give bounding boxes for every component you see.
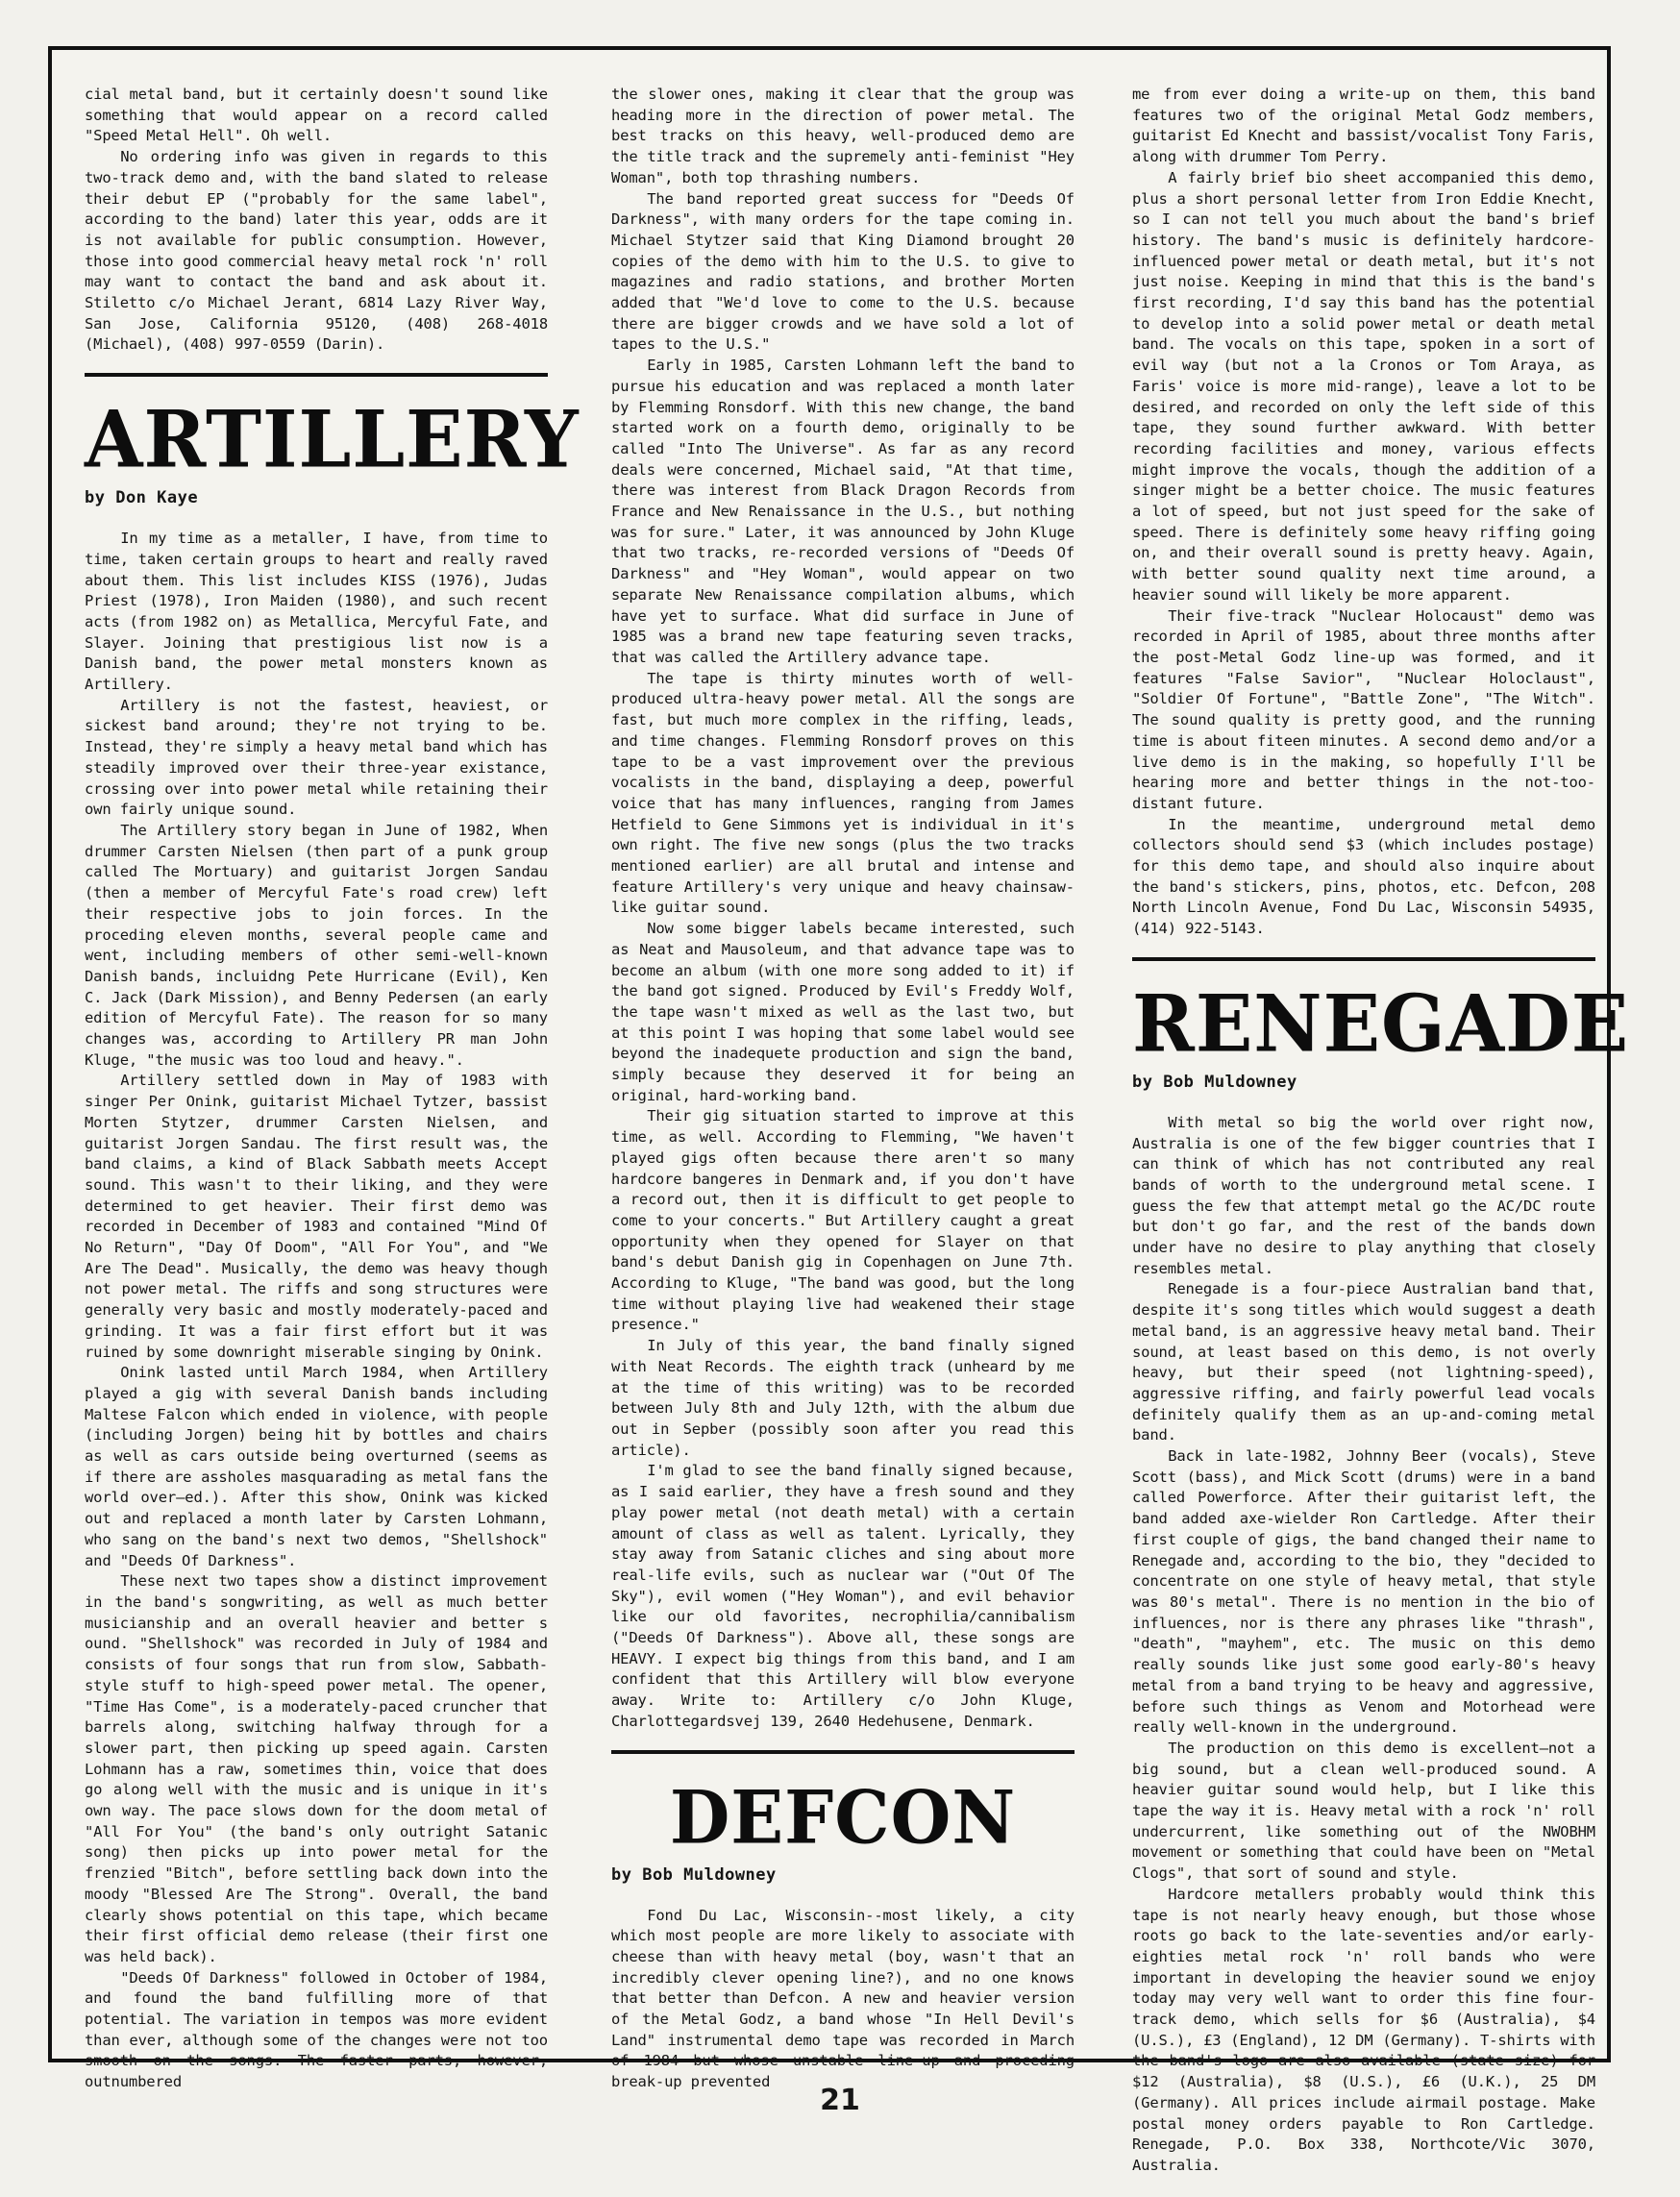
page-number: 21 [820, 2084, 860, 2117]
defcon-byline: by Bob Muldowney [611, 1864, 777, 1885]
paragraph: The band reported great success for "Deeds Of Darkness", with many orders for the tape coming in. Michael Stytzer said that King Diamond brought 20 copies of the demo with him to the U.S. to give to magazines and radio stations, and brother Morten added that "We'd love to come to the U.S. because there are bigger crowds and we have sold a lot of tapes to the U.S." [611, 189, 1075, 354]
paragraph: I'm glad to see the band finally signed because, as I said earlier, they have a fresh sound and they play power metal (not death metal) with a certain amount of class as well as talent. Lyrically, they stay away from Satanic cliches and sing about more real-life evils, such as nuclear war ("Out Of The Sky"), evil women ("Hey Woman"), and evil behavior like our old favorites, necrophilia/cannibalism ("Deeds Of Darkness"). Above all, these songs are HEAVY. I expect big things from this band, and I am confident that this Artillery will blow everyone away. Write to: Artillery c/o John Kluge, Charlottegardsvej 139, 2640 Hedehusene, Denmark. [611, 1462, 1075, 1730]
paragraph: Renegade is a four-piece Australian band that, despite it's song titles which would suggest a death metal band, is an aggressive heavy metal band. Their sound, at least based on this demo, is not overly heavy, but their speed (not lightning-speed), aggressive riffing, and fairly powerful lead vocals definitely qualify them as an up-and-coming metal band. [1132, 1280, 1595, 1444]
artillery-heading: ARTILLERY [85, 393, 580, 486]
paragraph: Back in late-1982, Johnny Beer (vocals), Steve Scott (bass), and Mick Scott (drums) were in a band called Powerforce. After their guitarist left, the band added axe-wielder Ron Cartledge. After their first couple of gigs, the band changed their name to Renegade and, according to the bio, they "decided to concentrate on one style of heavy metal, that style was 80's metal". There is no mention in the bio of influences, nor is there any phrases like "thrash", "death", "mayhem", etc. The music on this demo really sounds like just some good early-80's heavy metal from a band trying to be heavy and aggressive, before such things as Venom and Motorhead were really well-known in the underground. [1132, 1447, 1595, 1737]
paragraph: Onink lasted until March 1984, when Artillery played a gig with several Danish bands including Maltese Falcon which ended in violence, with people (including Jorgen) being hit by bottles and chairs as well as cars outside being overturned (seems as if there are assholes masquarading as metal fans the world over—ed.). After this show, Onink was kicked out and replaced a month later by Carsten Lohmann, who sang on the band's next two demos, "Shellshock" and "Deeds Of Darkness". [85, 1364, 548, 1569]
column-3 [1132, 85, 1630, 2174]
column-1 [85, 85, 580, 2091]
section-rule [1132, 957, 1595, 961]
paragraph: Artillery settled down in May of 1983 with singer Per Onink, guitarist Michael Tytzer, bassist Morten Stytzer, drummer Carsten Nielsen, and guitarist Jorgen Sandau. The first result was, the band claims, a kind of Black Sabbath meets Accept sound. This wasn't to their liking, and they were determined to get heavier. Their first demo was recorded in December of 1983 and contained "Mind Of No Return", "Day Of Doom", "All For You", and "We Are The Dead". Musically, the demo was heavy though not power metal. The riffs and song structures were generally very basic and mostly moderately-paced and grinding. It was a fair first effort but it was ruined by some downright miserable singing by Onink. [85, 1072, 548, 1361]
section-rule [611, 1750, 1075, 1754]
paragraph: These next two tapes show a distinct improvement in the band's songwriting, as well as much better musicianship and an overall heavier and better s ound. "Shellshock" was recorded in July of 1984 and consists of four songs that run from slow, Sabbath-style stuff to high-speed power metal. The opener, "Time Has Come", is a moderately-paced cruncher that barrels along, switching halfway through for a slower part, then picking up speed again. Carsten Lohmann has a raw, sometimes thin, voice that does go along well with the music and is unique in it's own way. The pace slows down for the doom metal of "All For You" (the band's only outright Satanic song) then picks up into power metal for the frenzied "Bitch", before settling back down into the moody "Blessed Are The Strong". Overall, the band clearly shows potential on this tape, which became their first official demo release (their first one was held back). [85, 1572, 548, 1965]
renegade-heading: RENEGADE [1132, 977, 1630, 1071]
defcon-article-continued [1132, 85, 1595, 940]
paragraph: Artillery is not the fastest, heaviest, or sickest band around; they're not trying to be. Instead, they're simply a heavy metal band which has steadily improved over their three-year existance, crossing over into power metal while retaining their own fairly unique sound. [85, 696, 548, 819]
paragraph: With metal so big the world over right now, Australia is one of the few bigger countries that I can think of which has not contributed any real bands of worth to the underground metal scene. I guess the few that attempt metal go the AC/DC route but don't go far, and the rest of the bands down under have no desire to play anything that closely resembles metal. [1132, 1113, 1595, 1277]
paragraph: No ordering info was given in regards to this two-track demo and, with the band slated to release their debut EP ("probably for the same label", according to the band) later this year, odds are it is not available for public consumption. However, those into good commercial heavy metal rock 'n' roll may want to contact the band and ask about it. Stiletto c/o Michael Jerant, 6814 Lazy River Way, San Jose, California 95120, (408) 268-4018 (Michael), (408) 997-0559 (Darin). [85, 148, 548, 354]
defcon-article-body [611, 1906, 1075, 2093]
paragraph: Hardcore metallers probably would think this tape is not nearly heavy enough, but those whose roots go back to the late-seventies and/or early-eighties metal rock 'n' roll bands who were important in developing the heavier sound we enjoy today may very well want to order this fine four-track demo, which sells for $6 (Australia), $4 (U.S.), £3 (England), 12 DM (Germany). T-shirts with the band's logo are also available (state size) for $12 (Australia), $8 (U.S.), £6 (U.K.), 25 DM (Germany). All prices include airmail postage. Make postal money orders payable to Ron Cartledge. Renegade, P.O. Box 338, Northcote/Vic 3070, Australia. [1132, 1885, 1595, 2174]
paragraph: In the meantime, underground metal demo collectors should send $3 (which includes postage) for this demo tape, and should also inquire about the band's stickers, pins, photos, etc. Defcon, 208 North Lincoln Avenue, Fond Du Lac, Wisconsin 54935, (414) 922-5143. [1132, 815, 1595, 938]
paragraph: Fond Du Lac, Wisconsin--most likely, a city which most people are more likely to associate with cheese than with heavy metal (boy, wasn't that an incredibly clever opening line?), and no one knows that better than Defcon. A new and heavier version of the Metal Godz, a band whose "In Hell Devil's Land" instrumental demo tape was recorded in March of 1984 but whose unstable line-up and proceding break-up prevented [611, 1906, 1075, 2091]
renegade-byline: by Bob Muldowney [1132, 1072, 1297, 1092]
column-2 [611, 85, 1075, 2091]
paragraph: Early in 1985, Carsten Lohmann left the band to pursue his education and was replaced a month later by Flemming Ronsdorf. With this new change, the band started work on a fourth demo, originally to be called "Into The Universe". As far as any record deals were concerned, Michael said, "At that time, there was interest from Black Dragon Records from France and New Renaissance in the U.S., but nothing was for sure." Later, it was announced by John Kluge that two tracks, re-recorded versions of "Deeds Of Darkness" and "Hey Woman", would appear on two separate New Renaissance compilation albums, which have yet to surface. What did surface in June of 1985 was a brand new tape featuring seven tracks, that was called the Artillery advance tape. [611, 357, 1075, 666]
paragraph: the slower ones, making it clear that the group was heading more in the direction of power metal. The best tracks on this heavy, well-produced demo are the title track and the supremely anti-feminist "Hey Woman", both top thrashing numbers. [611, 86, 1075, 186]
paragraph: The tape is thirty minutes worth of well-produced ultra-heavy power metal. All the songs are fast, but much more complex in the riffing, leads, and time changes. Flemming Ronsdorf proves on this tape to be a vast improvement over the previous vocalists in the band, displaying a deep, powerful voice that has many influences, ranging from James Hetfield to Gene Simmons yet is individual in it's own right. The five new songs (plus the two tracks mentioned earlier) are all brutal and intense and feature Artillery's very unique and heavy chainsaw-like guitar sound. [611, 669, 1075, 917]
paragraph: In July of this year, the band finally signed with Neat Records. The eighth track (unheard by me at the time of this writing) was to be recorded between July 8th and July 12th, with the album due out in Sepber (possibly soon after you read this article). [611, 1337, 1075, 1459]
paragraph: Their gig situation started to improve at this time, as well. According to Flemming, "We haven't played gigs often because there aren't so many hardcore bangeres in Denmark and, if you don't have a record out, then it is difficult to get people to come to your concerts." But Artillery caught a great opportunity when they opened for Slayer on that band's debut Danish gig in Copenhagen on June 7th. According to Kluge, "The band was good, but the long time without playing live had weakened their stage presence." [611, 1107, 1075, 1334]
stiletto-review-end [85, 85, 548, 356]
paragraph: "Deeds Of Darkness" followed in October of 1984, and found the band fulfilling more of that potential. The variation in tempos was more evident than ever, although some of the changes were not too smooth on the songs. The faster parts, however, outnumbered [85, 1968, 548, 2091]
paragraph: In my time as a metaller, I have, from time to time, taken certain groups to heart and really raved about them. This list includes KISS (1976), Judas Priest (1978), Iron Maiden (1980), and such recent acts (from 1982 on) as Metallica, Mercyful Fate, and Slayer. Joining that prestigious list now is a Danish band, the power metal monsters known as Artillery. [85, 530, 548, 694]
paragraph: The production on this demo is excellent—not a big sound, but a clean well-produced sound. A heavier guitar sound would help, but I like this tape the way it is. Heavy metal with a rock 'n' roll undercurrent, like something out of the NWOBHM movement or something that could have been on "Metal Clogs", that sort of sound and style. [1132, 1739, 1595, 1883]
paragraph: Now some bigger labels became interested, such as Neat and Mausoleum, and that advance tape was to become an album (with one more song added to it) if the band got signed. Produced by Evil's Freddy Wolf, the tape wasn't mixed as well as the last two, but at this point I was hoping that some label would see beyond the inadequete production and sign the band, simply because they deserved it for being an original, hard-working band. [611, 920, 1075, 1104]
renegade-article-body [1132, 1113, 1595, 2177]
defcon-heading: DEFCON [669, 1773, 1017, 1860]
paragraph: cial metal band, but it certainly doesn't sound like something that would appear on a record called "Speed Metal Hell". Oh well. [85, 86, 548, 145]
paragraph: The Artillery story began in June of 1982, When drummer Carsten Nielsen (then part of a punk group called The Mortuary) and guitarist Jorgen Sandau (then a member of Mercyful Fate's road crew) left their respective jobs to join forces. In the proceding eleven months, several people came and went, including members of other semi-well-known Danish bands, incluidng Pete Hurricane (Evil), Ken C. Jack (Dark Mission), and Benny Pedersen (an early edition of Mercyful Fate). The reason for so many changes was, according to Artillery PR man John Kluge, "the music was too loud and heavy.". [85, 821, 548, 1069]
section-rule [85, 373, 548, 377]
artillery-article-continued [611, 85, 1075, 1733]
paragraph: Their five-track "Nuclear Holocaust" demo was recorded in April of 1985, about three months after the post-Metal Godz line-up was formed, and it features "False Savior", "Nuclear Holoclaust", "Soldier Of Fortune", "Battle Zone", "The Witch". The sound quality is pretty good, and the running time is about fiteen minutes. A second demo and/or a live demo is in the making, so hopefully I'll be hearing more and better things in the not-too-distant future. [1132, 606, 1595, 812]
artillery-article-body [85, 529, 548, 2093]
paragraph: me from ever doing a write-up on them, this band features two of the original Metal Godz members, guitarist Ed Knecht and bassist/vocalist Tony Faris, along with drummer Tom Perry. [1132, 86, 1595, 166]
paragraph: A fairly brief bio sheet accompanied this demo, plus a short personal letter from Iron Eddie Knecht, so I can not tell you much about the band's brief history. The band's music is definitely hardcore-influenced power metal or death metal, but it's not just noise. Keeping in mind that this is the band's first recording, I'd say this band has the potential to develop into a solid power metal or death metal band. The vocals on this tape, spoken in a sort of evil way (but not a la Cronos or Tom Araya, as Faris' voice is more mid-range), leave a lot to be desired, and recorded on only the left side of this tape, they sound further awkward. With better recording facilities and money, various effects might improve the vocals, though the addition of a singer might be a better choice. The music features a lot of speed, but not just speed for the sake of speed. There is definitely some heavy riffing going on, and their overall sound is pretty heavy. Again, with better sound quality next time around, a heavier sound will likely be more apparent. [1132, 168, 1595, 604]
artillery-byline: by Don Kaye [85, 488, 199, 508]
